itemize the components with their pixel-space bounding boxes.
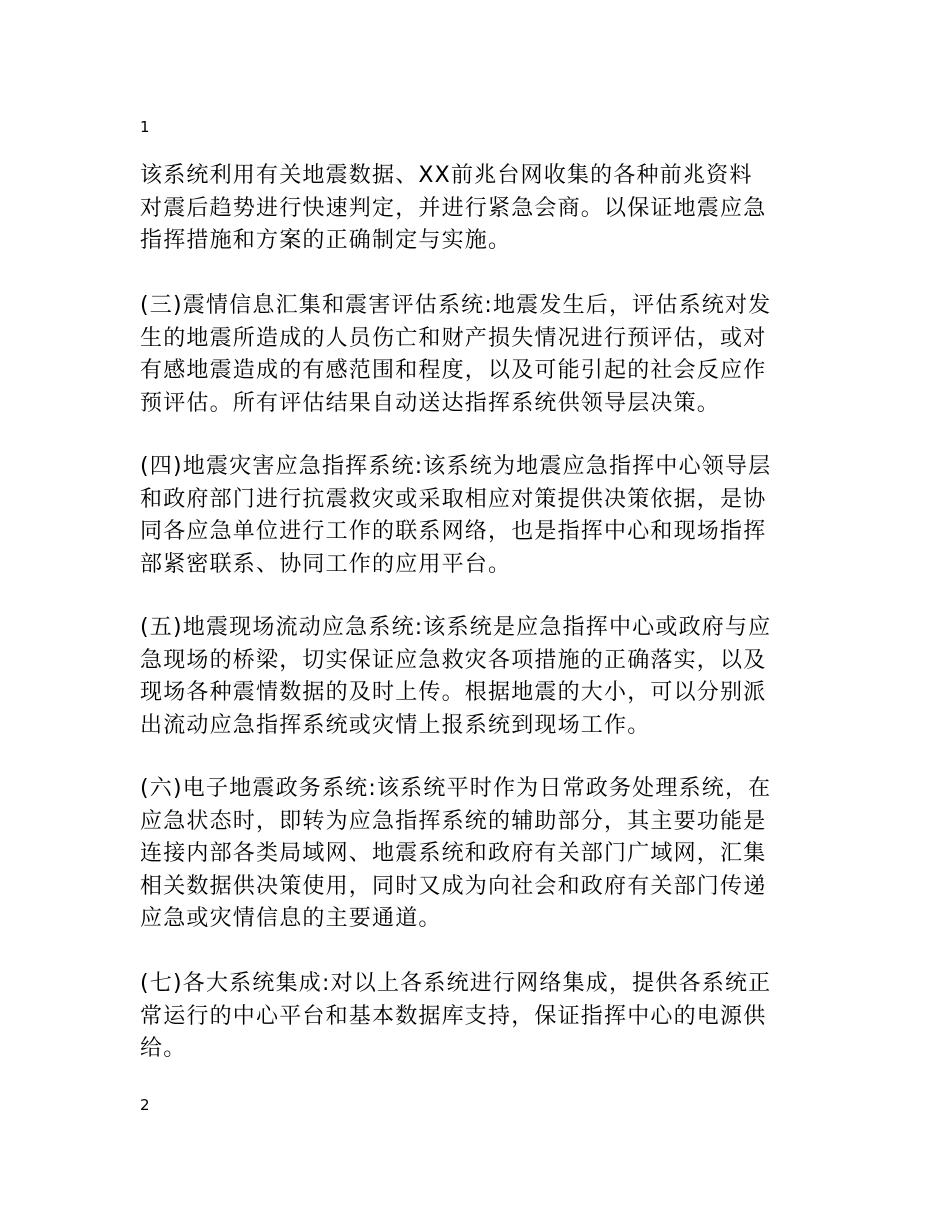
paragraph-line: (五)地震现场流动应急系统:该系统是应急指挥中心或政府与应 — [140, 615, 772, 640]
paragraph-line: 指挥措施和方案的正确制定与实施。 — [140, 228, 512, 253]
paragraph-line: 常运行的中心平台和基本数据库支持，保证指挥中心的电源供 — [140, 1003, 767, 1029]
page-number-bottom: 2 — [140, 1096, 150, 1114]
paragraph-line: 应急状态时，即转为应急指挥系统的辅助部分，其主要功能是 — [140, 808, 767, 834]
paragraph-line: 有感地震造成的有感范围和程度，以及可能引起的社会反应作 — [140, 358, 767, 383]
paragraph-line: 现场各种震情数据的及时上传。根据地震的大小，可以分别派 — [140, 680, 767, 705]
paragraph-section-3 — [140, 290, 820, 420]
paragraph-line: 给。 — [140, 1036, 187, 1061]
paragraph-line: 相关数据供决策使用，同时又成为向社会和政府有关部门传递 — [140, 873, 767, 899]
paragraph-section-6 — [140, 773, 820, 936]
paragraph-line: 部紧密联系、协同工作的应用平台。 — [140, 551, 512, 577]
paragraph-section-7 — [140, 968, 820, 1066]
paragraph-line: 预评估。所有评估结果自动送达指挥系统供领导层决策。 — [140, 390, 721, 416]
paragraph-line: 该系统利用有关地震数据、XX前兆台网收集的各种前兆资料 — [140, 163, 753, 188]
paragraph-line: (七)各大系统集成:对以上各系统进行网络集成，提供各系统正 — [140, 971, 772, 996]
paragraph-line: 出流动应急指挥系统或灾情上报系统到现场工作。 — [140, 712, 651, 738]
paragraph-line: 同各应急单位进行工作的联系网络，也是指挥中心和现场指挥 — [140, 519, 767, 544]
paragraph-section-5 — [140, 612, 820, 742]
page-number-top: 1 — [140, 118, 150, 136]
paragraph-line: 急现场的桥梁，切实保证应急救灾各项措施的正确落实，以及 — [140, 647, 767, 673]
paragraph-line: 对震后趋势进行快速判定，并进行紧急会商。以保证地震应急 — [140, 195, 767, 221]
paragraph-line: 连接内部各类局域网、地震系统和政府有关部门广域网，汇集 — [140, 841, 767, 866]
paragraph-line: (四)地震灾害应急指挥系统:该系统为地震应急指挥中心领导层 — [140, 454, 772, 479]
paragraph-line: 应急或灾情信息的主要通道。 — [140, 906, 442, 931]
paragraph-system-intro — [140, 160, 820, 258]
paragraph-section-4 — [140, 451, 820, 581]
paragraph-line: 和政府部门进行抗震救灾或采取相应对策提供决策依据，是协 — [140, 486, 767, 512]
paragraph-line: 生的地震所造成的人员伤亡和财产损失情况进行预评估，或对 — [140, 325, 767, 351]
paragraph-line: (六)电子地震政务系统:该系统平时作为日常政务处理系统，在 — [140, 776, 772, 801]
paragraph-line: (三)震情信息汇集和震害评估系统:地震发生后，评估系统对发 — [140, 293, 772, 318]
